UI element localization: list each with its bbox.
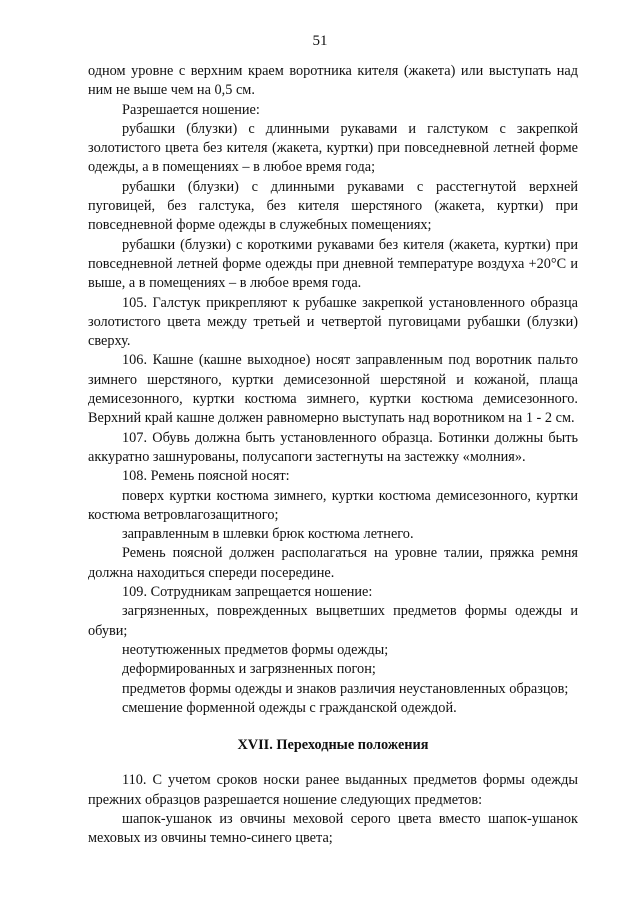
paragraph: 106. Кашне (кашне выходное) носят заправленным под воротник пальто зимнего шерстяного, куртки демисезонной шерстяной и кожаной, плаща демисезонного, куртки костюма зимнего, куртки костюма демисезонного. Верхний край кашне должен равномерно выступать над воротником на 1 - 2 см. bbox=[88, 352, 578, 427]
text-block-before bbox=[88, 62, 578, 718]
paragraph: Разрешается ношение: bbox=[122, 101, 260, 118]
page-number: 51 bbox=[312, 33, 328, 49]
paragraph: рубашки (блузки) с длинными рукавами с расстегнутой верхней пуговицей, без галстука, без кителя шерстяного (жакета, куртки) при повседневной форме одежды в служебных помещениях; bbox=[88, 178, 578, 234]
paragraph: Ремень поясной должен располагаться на уровне талии, пряжка ремня должна находиться спереди посередине. bbox=[88, 545, 578, 581]
section-heading: XVII. Переходные положения bbox=[237, 737, 429, 754]
paragraph: 105. Галстук прикрепляют к рубашке закрепкой установленного образца золотистого цвета между третьей и четвертой пуговицами рубашки (блузки) сверху. bbox=[88, 294, 578, 350]
paragraph: заправленным в шлевки брюк костюма летнего. bbox=[122, 526, 414, 543]
text-block-after bbox=[88, 771, 578, 848]
paragraph: одном уровне с верхним краем воротника кителя (жакета) или выступать над ним не выше чем на 0,5 см. bbox=[88, 63, 578, 99]
paragraph: поверх куртки костюма зимнего, куртки костюма демисезонного, куртки костюма ветровлагозащитного; bbox=[88, 487, 578, 523]
paragraph: 108. Ремень поясной носят: bbox=[122, 468, 290, 485]
paragraph: смешение форменной одежды с гражданской одеждой. bbox=[122, 699, 457, 716]
paragraph: загрязненных, поврежденных выцветших предметов формы одежды и обуви; bbox=[88, 603, 578, 639]
paragraph: шапок-ушанок из овчины меховой серого цвета вместо шапок-ушанок меховых из овчины темно-синего цвета; bbox=[88, 810, 578, 847]
paragraph: 109. Сотрудникам запрещается ношение: bbox=[122, 584, 373, 601]
paragraph: предметов формы одежды и знаков различия неустановленных образцов; bbox=[122, 680, 569, 697]
paragraph: рубашки (блузки) с короткими рукавами без кителя (жакета, куртки) при повседневной летней форме одежды при дневной температуре воздуха +20°С и выше, а в помещениях – в любое время года. bbox=[88, 236, 578, 292]
paragraph: 110. С учетом сроков носки ранее выданных предметов формы одежды прежних образцов разрешается ношение следующих предметов: bbox=[88, 772, 578, 808]
paragraph: рубашки (блузки) с длинными рукавами и галстуком с закрепкой золотистого цвета без кителя (жакета, куртки) при повседневной летней форме одежды, а в помещениях – в любое время года; bbox=[88, 120, 578, 176]
paragraph: неотутюженных предметов формы одежды; bbox=[122, 641, 389, 658]
paragraph: 107. Обувь должна быть установленного образца. Ботинки должны быть аккуратно зашнурованы, полусапоги застегнуты на застежку «молния». bbox=[88, 429, 578, 465]
paragraph: деформированных и загрязненных погон; bbox=[122, 661, 376, 678]
document-body bbox=[88, 0, 578, 849]
